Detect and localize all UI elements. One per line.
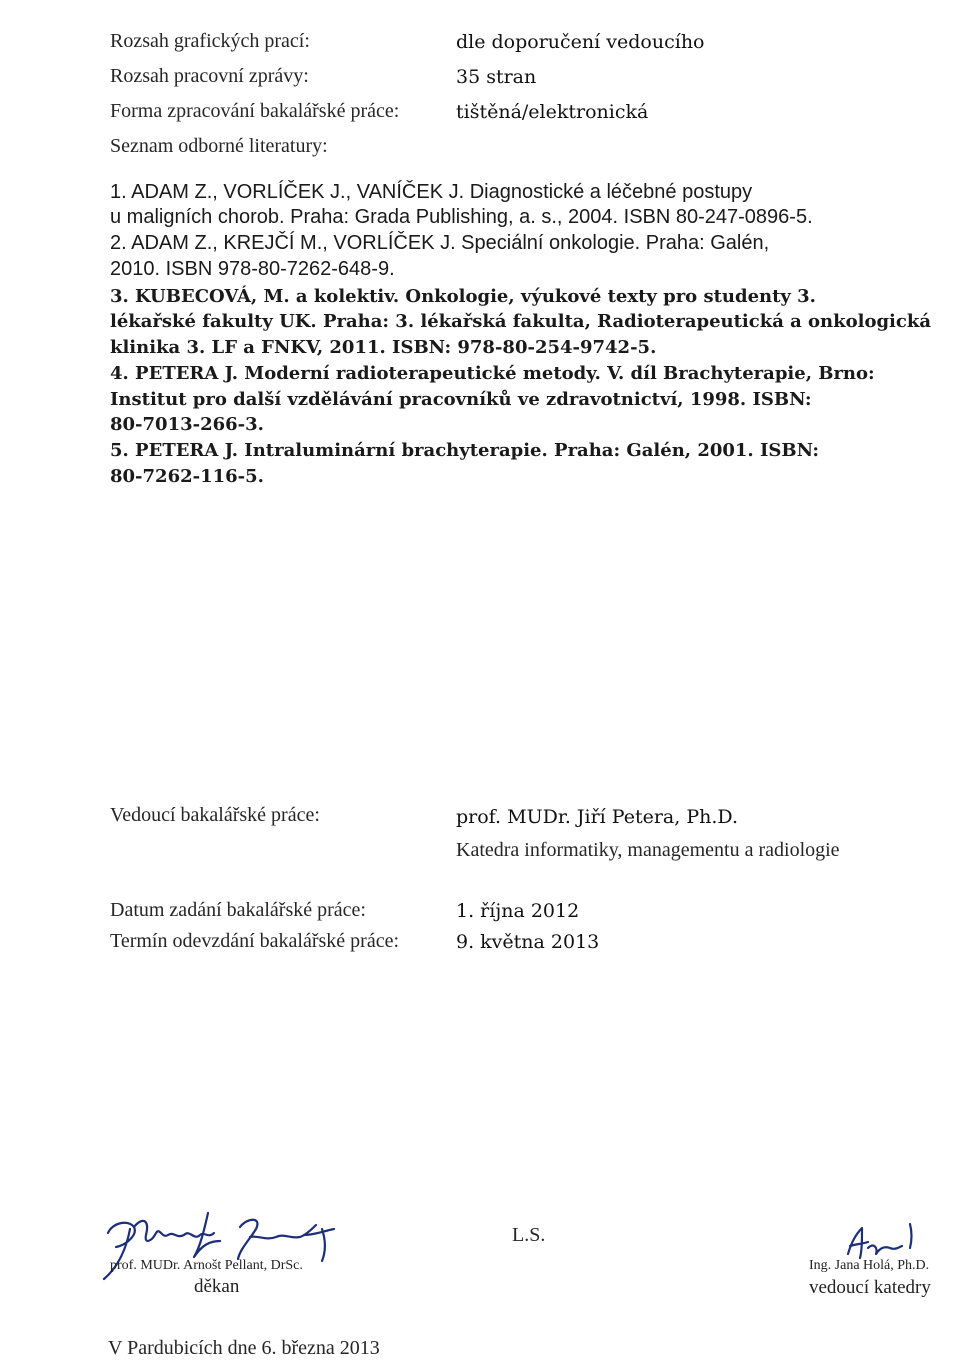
place-and-date: V Pardubicích dne 6. března 2013 xyxy=(108,1337,380,1359)
assigned-date-label: Datum zadání bakalářské práce: xyxy=(110,899,366,921)
graphic-scope-value: dle doporučení vedoucího xyxy=(456,31,705,53)
literature-line: 1. ADAM Z., VORLÍČEK J., VANÍČEK J. Diagnostické a léčebné postupy xyxy=(110,181,753,203)
head-name: Ing. Jana Holá, Ph.D. xyxy=(809,1258,930,1273)
literature-line: klinika 3. LF a FNKV, 2011. ISBN: 978-80-254-9742-5. xyxy=(110,337,657,358)
supervisor-label: Vedoucí bakalářské práce: xyxy=(110,804,320,826)
seal-mark: L.S. xyxy=(512,1224,546,1246)
literature-line: 4. PETERA J. Moderní radioterapeutické metody. V. díl Brachyterapie, Brno: xyxy=(110,363,875,384)
supervisor-department: Katedra informatiky, managementu a radiologie xyxy=(456,839,840,861)
literature-line: u maligních chorob. Praha: Grada Publishing, a. s., 2004. ISBN 80-247-0896-5. xyxy=(110,206,813,228)
literature-line: 2010. ISBN 978-80-7262-648-9. xyxy=(110,258,395,280)
head-role: vedoucí katedry xyxy=(809,1277,931,1298)
assigned-date-value: 1. října 2012 xyxy=(456,900,580,922)
report-scope-label: Rozsah pracovní zprávy: xyxy=(110,65,309,87)
literature-line: Institut pro další vzdělávání pracovníků ve zdravotnictví, 1998. ISBN: xyxy=(110,389,812,410)
dean-role: děkan xyxy=(194,1276,240,1297)
literature-line: 80-7262-116-5. xyxy=(110,466,264,487)
thesis-form-value: tištěná/elektronická xyxy=(456,101,649,123)
thesis-form-label: Forma zpracování bakalářské práce: xyxy=(110,100,400,122)
literature-line: 80-7013-266-3. xyxy=(110,414,264,435)
literature-line: 5. PETERA J. Intraluminární brachyterapie. Praha: Galén, 2001. ISBN: xyxy=(110,440,820,461)
supervisor-name: prof. MUDr. Jiří Petera, Ph.D. xyxy=(456,806,738,828)
graphic-scope-label: Rozsah grafických prací: xyxy=(110,30,310,52)
literature-label: Seznam odborné literatury: xyxy=(110,135,328,157)
literature-line: 2. ADAM Z., KREJČÍ M., VORLÍČEK J. Speciální onkologie. Praha: Galén, xyxy=(110,232,770,254)
literature-line: lékařské fakulty UK. Praha: 3. lékařská fakulta, Radioterapeutická a onkologická xyxy=(110,311,931,332)
due-date-label: Termín odevzdání bakalářské práce: xyxy=(110,930,400,952)
due-date-value: 9. května 2013 xyxy=(456,931,600,953)
dean-name: prof. MUDr. Arnošt Pellant, DrSc. xyxy=(110,1258,303,1273)
literature-line: 3. KUBECOVÁ, M. a kolektiv. Onkologie, výukové texty pro studenty 3. xyxy=(110,286,816,307)
report-scope-value: 35 stran xyxy=(456,66,537,88)
